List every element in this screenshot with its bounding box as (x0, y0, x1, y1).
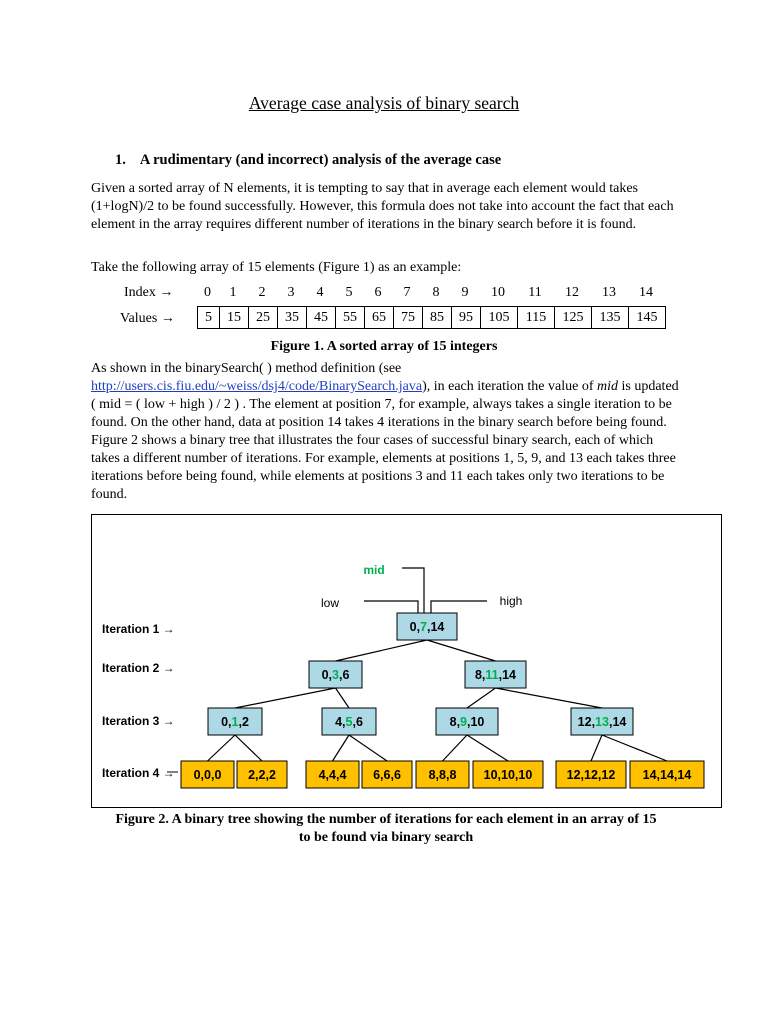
low-pointer (364, 601, 418, 613)
section-heading-text: A rudimentary (and incorrect) analysis of the average case (139, 152, 502, 168)
array-index-label: 0 (204, 285, 211, 300)
node-mid-value: 13 (595, 715, 609, 729)
node-low-value: 8 (474, 668, 482, 682)
tree-edge (333, 735, 350, 761)
array-value-cell: 5 (198, 307, 220, 329)
tree-node-label: 4,5,6 (335, 715, 363, 729)
arrow-icon: → (160, 311, 175, 326)
mid-pointer (402, 568, 424, 613)
array-index-label: 1 (229, 285, 237, 300)
tree-node-label: 0,3,6 (321, 668, 350, 682)
array-index-label: 14 (639, 285, 653, 300)
array-index-label: 7 (403, 285, 411, 300)
tree-edge (591, 735, 602, 761)
document-title: Average case analysis of binary search (248, 93, 520, 113)
tree-edge (208, 735, 236, 761)
array-index-label: 3 (287, 285, 295, 300)
array-value-cell: 135 (592, 307, 629, 329)
node-low-value: 0 (321, 668, 329, 682)
node-low-value: 0 (409, 620, 417, 634)
node-mid-value: 1 (231, 715, 239, 729)
tree-node-label: 8,11,14 (474, 668, 517, 682)
values-row (198, 307, 666, 329)
node-mid-value: 5 (345, 715, 353, 729)
node-low-value: 8 (449, 715, 457, 729)
array-value-cell: 15 (220, 307, 249, 329)
array-value-cell: 35 (278, 307, 307, 329)
array-index-label: 13 (602, 285, 616, 300)
iteration-label: Iteration 2 → (102, 661, 175, 675)
node-mid-value: 9 (460, 715, 467, 729)
node-high-value: 14 (430, 620, 445, 634)
tree-node-label: 0,7,14 (409, 620, 445, 634)
tree-edge (427, 640, 496, 661)
array-value-cell: 25 (249, 307, 278, 329)
paragraph-3: As shown in the binarySearch( ) method definition (see http://users.cis.fiu.edu/~weiss/dsj4/code/BinarySearch.java), in each iteration the value of mid is updated ( mid = ( low + high ) / 2 ) . The element at position 7, for example, always takes a single iteration to be found. On the other hand, data at position 14 takes 4 iterations in the binary search before being found. Figure 2 shows a binary tree that illustrates the four cases of successful binary search, each of which takes a different number of iterations. For example, elements at positions 1, 5, 9, and 13 each takes three iterations before being found, while elements at positions 3 and 11 each takes only two iterations to be found. (91, 361, 679, 502)
array-value-cell: 45 (307, 307, 336, 329)
iteration-label: Iteration 3 → (102, 714, 175, 728)
tree-edge (235, 688, 336, 708)
tree-edge (235, 735, 262, 761)
leaf-node-label: 8,8,8 (428, 768, 457, 782)
array-index-label: 9 (461, 285, 469, 300)
section-number: 1. (115, 152, 126, 168)
node-high-value: 6 (355, 715, 363, 729)
leaf-node-label: 2,2,2 (248, 768, 276, 782)
high-pointer (431, 601, 487, 613)
high-label: high (499, 594, 523, 608)
array-value-cell: 115 (518, 307, 555, 329)
array-index-label: 5 (345, 285, 353, 300)
array-value-cell: 105 (481, 307, 518, 329)
low-label: low (320, 596, 340, 610)
node-low-value: 4 (335, 715, 343, 729)
array-index-label: 8 (432, 285, 440, 300)
array-value-cell: 75 (394, 307, 423, 329)
node-high-value: 6 (342, 668, 350, 682)
tree-node-label: 8,9,10 (449, 715, 485, 729)
arrow-icon: → (159, 285, 174, 300)
node-low-value: 0 (221, 715, 229, 729)
array-index-label: 2 (258, 285, 266, 300)
leaf-node-label: 14,14,14 (642, 768, 692, 782)
array-value-cell: 95 (452, 307, 481, 329)
array-value-cell: 55 (336, 307, 365, 329)
tree-edge (467, 735, 508, 761)
array-value-cell: 65 (365, 307, 394, 329)
leaf-node-label: 4,4,4 (318, 768, 347, 782)
values-array-table (197, 306, 666, 329)
values-label: Values → (120, 311, 175, 326)
node-high-value: 2 (241, 715, 249, 729)
array-index-label: 10 (491, 285, 505, 300)
tree-edge (443, 735, 468, 761)
tree-node-label: 0,1,2 (221, 715, 249, 729)
node-mid-value: 3 (332, 668, 339, 682)
node-mid-value: 7 (420, 620, 427, 634)
index-label: Index → (124, 285, 174, 300)
section-heading (115, 152, 501, 169)
array-value-cell: 125 (555, 307, 592, 329)
paragraph-1: Given a sorted array of N elements, it is tempting to say that in average each element would takes (1+logN)/2 to be found successfully. However, this formula does not take into account the fact that each element in the array requires different number of iterations in the binary search before it is found. (91, 181, 674, 232)
array-index-label: 12 (565, 285, 579, 300)
leaf-node-label: 12,12,12 (566, 768, 616, 782)
leaf-node-label: 0,0,0 (193, 768, 222, 782)
node-high-value: 14 (612, 715, 627, 729)
node-high-value: 10 (470, 715, 485, 729)
tree-edge (602, 735, 667, 761)
array-value-cell: 145 (629, 307, 666, 329)
tree-edge (467, 688, 496, 708)
figure-2-caption: Figure 2. A binary tree showing the number of iterations for each element in an array of 15 to be found via binary search (115, 812, 657, 845)
tree-edge (496, 688, 603, 708)
figure-1-caption: Figure 1. A sorted array of 15 integers (270, 339, 498, 354)
tree-node-label: 12,13,14 (577, 715, 627, 729)
iteration-label: Iteration 1 → (102, 622, 175, 636)
array-value-cell: 85 (423, 307, 452, 329)
source-link[interactable]: http://users.cis.fiu.edu/~weiss/dsj4/code/BinarySearch.java (91, 379, 423, 394)
node-low-value: 12 (577, 715, 592, 729)
tree-edge (336, 640, 428, 661)
figure-2-box (91, 514, 722, 808)
node-high-value: 14 (502, 668, 517, 682)
leaf-node-label: 10,10,10 (483, 768, 533, 782)
tree-edge (336, 688, 350, 708)
paragraph-2: Take the following array of 15 elements (Figure 1) as an example: (91, 260, 462, 275)
binary-tree-diagram (92, 515, 721, 807)
array-index-label: 6 (374, 285, 382, 300)
iteration-label: Iteration 4 → (102, 766, 175, 780)
node-mid-value: 11 (485, 668, 499, 682)
leaf-node-label: 6,6,6 (373, 768, 401, 782)
mid-label: mid (363, 563, 385, 577)
array-index-label: 4 (316, 285, 324, 300)
tree-edge (349, 735, 387, 761)
array-index-label: 11 (528, 285, 542, 300)
